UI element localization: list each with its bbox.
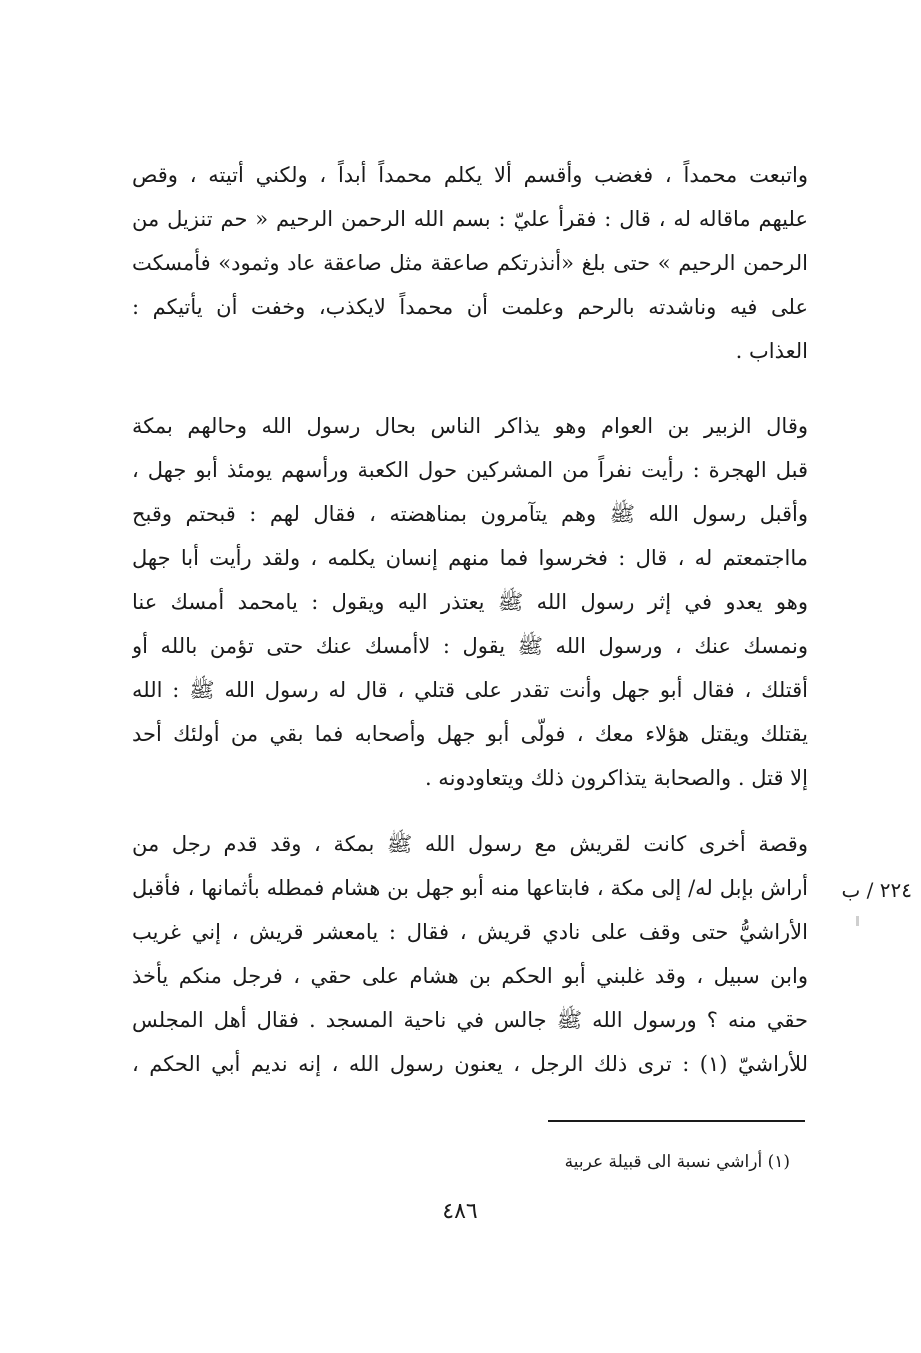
text-line: وقال الزبير بن العوام وهو يذاكر الناس بحال رسول الله وحالهم بمكة [132, 414, 808, 438]
text-line: عليهم ماقاله له ، قال : فقرأ عليّ : بسم الله الرحمن الرحيم « حم تنزيل من [132, 207, 808, 231]
text-line: وابن سبيل ، وقد غلبني أبو الحكم بن هشام على حقي ، فرجل منكم يأخذ [132, 964, 808, 988]
text-line: إلا قتل . والصحابة يتذاكرون ذلك ويتعاودونه . [424, 766, 808, 790]
paragraph-3 [132, 822, 808, 1086]
manuscript-folio-marker: ٢٢٤ / ب [841, 878, 912, 902]
text-line: وهو يعدو في إثر رسول الله ﷺ يعتذر اليه ويقول : يامحمد أمسك عنا [132, 590, 808, 614]
text-line: أراش بإبل له/ إلى مكة ، فابتاعها منه أبو جهل بن هشام فمطله بأثمانها ، فأقبل [132, 876, 808, 900]
text-line: الأراشيُّ حتى وقف على نادي قريش ، فقال : يامعشر قريش ، إني غريب [132, 920, 808, 944]
paragraph-2 [132, 404, 808, 800]
text-line: مااجتمعتم له ، قال : فخرسوا فما منهم إنسان يكلمه ، ولقد رأيت أبا جهل [132, 546, 808, 570]
text-line: قبل الهجرة : رأيت نفراً من المشركين حول الكعبة ورأسهم يومئذ أبو جهل ، [132, 458, 808, 482]
text-line: وأقبل رسول الله ﷺ وهم يتآمرون بمناهضته ، فقال لهم : قبحتم وقبح [132, 502, 808, 526]
text-line: يقتلك ويقتل هؤلاء معك ، فولّى أبو جهل وأصحابه فما بقي من أولئك أحد [132, 722, 808, 746]
text-line: واتبعت محمداً ، فغضب وأقسم ألا يكلم محمداً أبداً ، ولكني أتيته ، وقص [132, 163, 808, 187]
margin-tick-mark [856, 916, 859, 926]
text-line: وقصة أخرى كانت لقريش مع رسول الله ﷺ بمكة ، وقد قدم رجل من [132, 832, 808, 856]
paragraph-1 [132, 153, 808, 373]
text-line: على فيه وناشدته بالرحم وعلمت أن محمداً لايكذب، وخفت أن يأتيكم : [132, 295, 808, 319]
footnote: (١) أراشي نسبة الى قبيلة عربية [564, 1152, 790, 1172]
text-line: أقتلك ، فقال أبو جهل وأنت تقدر على قتلي ، قال له رسول الله ﷺ : الله [132, 678, 808, 702]
page-number: ٤٨٦ [442, 1199, 478, 1224]
text-line: للأراشيّ (١) : ترى ذلك الرجل ، يعنون رسول الله ، إنه نديم أبي الحكم ، [132, 1052, 808, 1076]
text-line: حقي منه ؟ ورسول الله ﷺ جالس في ناحية المسجد . فقال أهل المجلس [132, 1008, 808, 1032]
text-line: الرحمن الرحيم » حتى بلغ «أنذرتكم صاعقة مثل صاعقة عاد وثمود» فأمسكت [132, 251, 808, 275]
text-line: العذاب . [735, 339, 808, 363]
text-line: ونمسك عنك ، ورسول الله ﷺ يقول : لاأمسك عنك حتى تؤمن بالله أو [132, 634, 808, 658]
footnote-separator [548, 1120, 805, 1122]
